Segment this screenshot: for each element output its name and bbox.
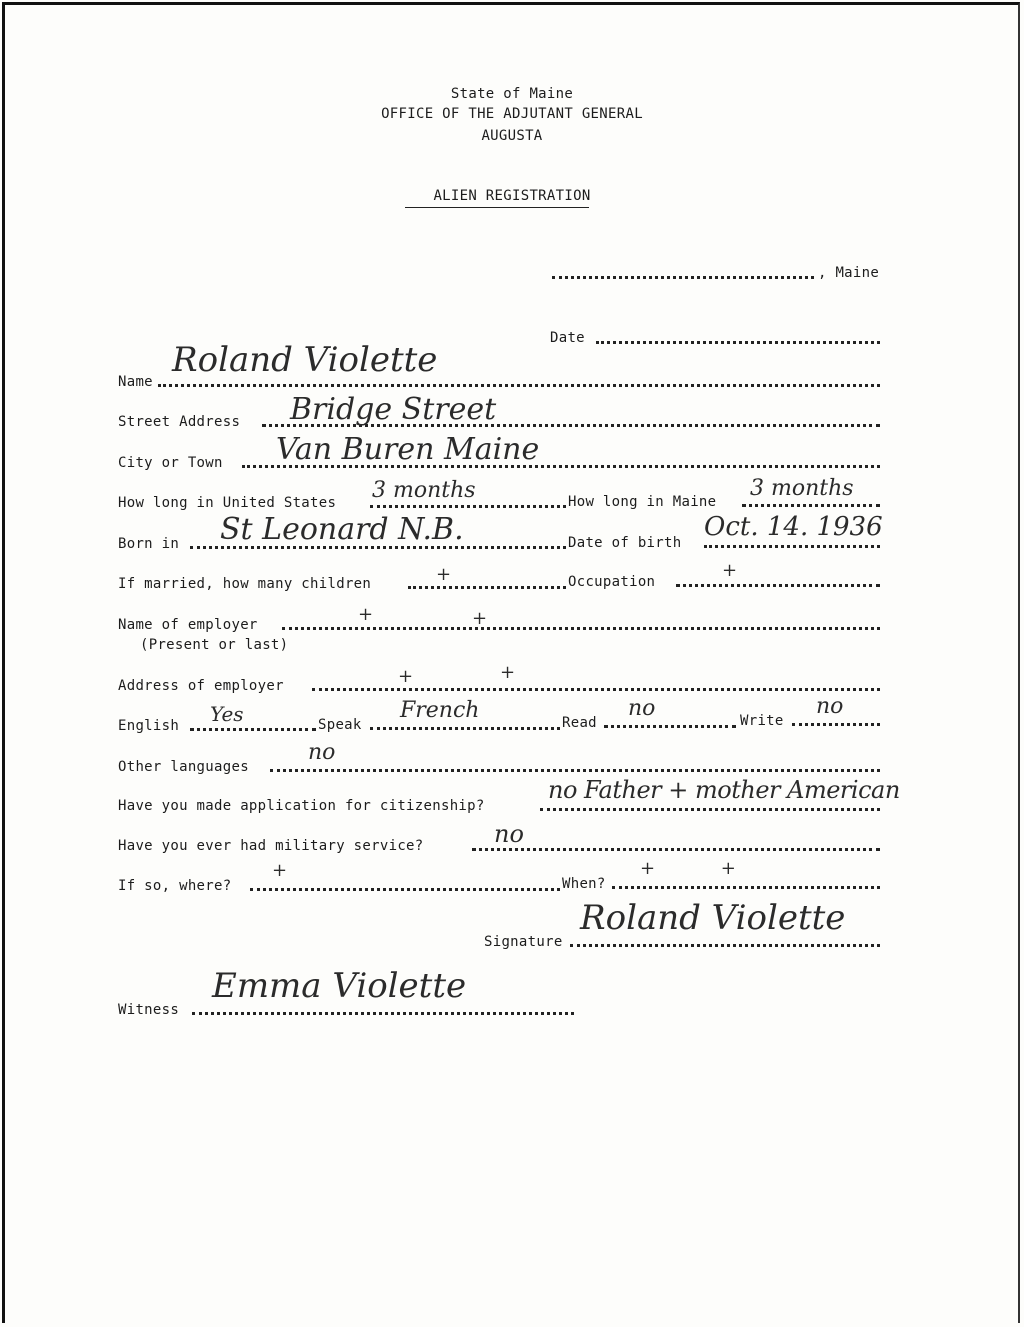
header-city: AUGUSTA: [481, 128, 543, 144]
present-or-last-label: (Present or last): [140, 637, 289, 653]
when-entry: + +: [640, 858, 766, 879]
date-of-birth-entry: Oct. 14. 1936: [704, 512, 883, 542]
read-entry: no: [628, 696, 656, 721]
employer-address-entry-2: +: [500, 662, 516, 683]
street-address-label: Street Address: [118, 414, 241, 430]
employer-address-label: Address of employer: [118, 678, 284, 694]
military-entry: no: [494, 820, 524, 848]
street-address-entry: Bridge Street: [290, 392, 497, 427]
employer-label: Name of employer: [118, 617, 258, 633]
signature-label: Signature: [484, 934, 563, 950]
occupation-dots: [676, 584, 880, 587]
write-label: Write: [740, 713, 784, 729]
other-languages-entry: no: [308, 740, 336, 765]
other-languages-label: Other languages: [118, 759, 249, 775]
city-entry: Van Buren Maine: [276, 432, 540, 467]
how-long-us-dots: [370, 505, 566, 508]
read-label: Read: [562, 715, 597, 731]
where-entry: +: [272, 860, 288, 881]
citizenship-entry: no Father + mother American: [548, 776, 900, 804]
write-dots: [792, 723, 880, 726]
date-of-birth-label: Date of birth: [568, 535, 682, 551]
english-dots: [190, 728, 316, 731]
signature-dots: [570, 944, 880, 947]
witness-entry: Emma Violette: [212, 966, 467, 1006]
write-entry: no: [816, 694, 844, 719]
speak-dots: [370, 727, 560, 730]
children-entry: +: [436, 564, 452, 585]
children-dots: [408, 586, 566, 589]
form-title: ALIEN REGISTRATION: [433, 188, 591, 204]
how-long-us-label: How long in United States: [118, 495, 337, 511]
maine-label: , Maine: [818, 265, 880, 281]
name-label: Name: [118, 374, 153, 390]
date-dots: [596, 341, 880, 344]
military-label: Have you ever had military service?: [118, 838, 424, 854]
citizenship-dots: [540, 808, 880, 811]
header-office: OFFICE OF THE ADJUTANT GENERAL: [381, 106, 643, 122]
how-long-maine-dots: [742, 504, 880, 507]
children-label: If married, how many children: [118, 576, 372, 592]
english-label: English: [118, 718, 180, 734]
witness-label: Witness: [118, 1002, 180, 1018]
city-label: City or Town: [118, 455, 223, 471]
header-state: State of Maine: [450, 86, 574, 102]
occupation-entry: +: [722, 560, 738, 581]
signature-entry: Roland Violette: [580, 898, 846, 938]
name-dots: [158, 384, 880, 387]
speak-entry: French: [400, 698, 480, 723]
military-dots: [472, 848, 880, 851]
speak-label: Speak: [318, 717, 362, 733]
date-label: Date: [550, 330, 585, 346]
when-dots: [612, 886, 880, 889]
employer-dots: [282, 627, 880, 630]
occupation-label: Occupation: [568, 574, 656, 590]
read-dots: [604, 725, 736, 728]
how-long-maine-label: How long in Maine: [568, 494, 717, 510]
employer-address-dots: [312, 688, 880, 691]
born-in-entry: St Leonard N.B.: [220, 512, 464, 547]
title-underline: [405, 207, 589, 208]
date-of-birth-dots: [704, 545, 880, 548]
name-entry: Roland Violette: [172, 340, 438, 380]
employer-entry-2: +: [472, 608, 488, 629]
employer-address-entry-1: +: [398, 666, 414, 687]
place-dots: [552, 276, 814, 279]
witness-dots: [192, 1012, 574, 1015]
citizenship-label: Have you made application for citizenship?: [118, 798, 485, 814]
employer-entry-1: +: [358, 604, 374, 625]
how-long-us-entry: 3 months: [372, 478, 476, 503]
where-dots: [250, 888, 560, 891]
born-in-label: Born in: [118, 536, 180, 552]
how-long-maine-entry: 3 months: [750, 476, 854, 501]
where-label: If so, where?: [118, 878, 232, 894]
when-label: When?: [562, 876, 606, 892]
english-entry: Yes: [210, 702, 244, 726]
other-languages-dots: [270, 769, 880, 772]
